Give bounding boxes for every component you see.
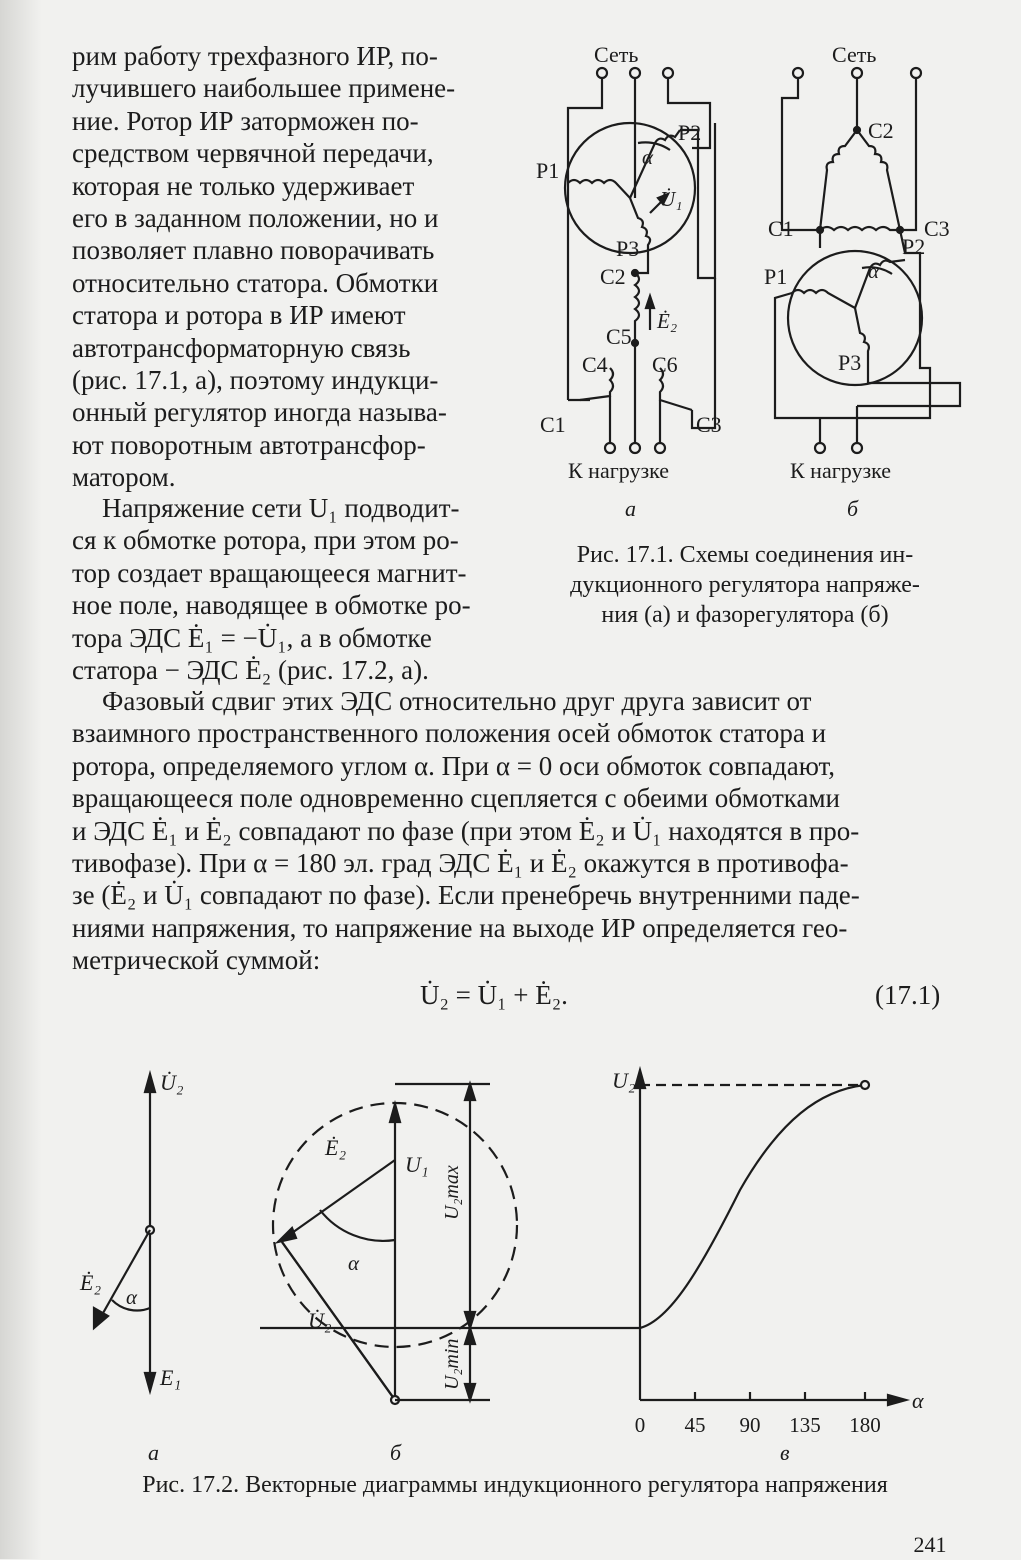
- paragraph-intro-line-9: автотрансформаторную связь: [72, 332, 411, 363]
- paragraph-intro-line-12: ют поворотным автотрансфор-: [72, 429, 426, 460]
- load-label-b: К нагрузке: [790, 458, 892, 483]
- net-label-b: Сеть: [832, 42, 877, 67]
- page-number: 241: [913, 1532, 947, 1557]
- label-p2-b: P2: [902, 234, 926, 259]
- label-alpha-a: α: [642, 145, 654, 169]
- tick-label-90: 90: [739, 1413, 761, 1437]
- paragraph-phase-shift-line-7: ниями напряжения, то напряжение на выходе ИР определяется гео-: [72, 912, 848, 943]
- paragraph-intro-line-7: относительно статора. Обмотки: [72, 267, 439, 298]
- paragraph-intro-line-11: онный регулятор иногда называ-: [72, 397, 447, 428]
- label-e2-a: Ė₂: [657, 309, 678, 333]
- paragraph-intro-line-2: ние. Ротор ИР заторможен по-: [72, 105, 419, 136]
- sub-label-172c: в: [780, 1440, 790, 1465]
- label-c2-a: C2: [600, 264, 626, 289]
- paragraph-intro-line-10: (рис. 17.1, а), поэтому индукци-: [72, 365, 439, 396]
- paragraph-intro-line-8: статора и ротора в ИР имеют: [72, 300, 406, 331]
- paragraph-phase-shift-line-4: и ЭДС Ė₁ и Ė₂ совпадают по фазе (при этом Ė₂ и U̇₁ находятся в про-: [72, 815, 860, 846]
- label-alpha-c: α: [912, 1388, 924, 1413]
- figure-17-2: [60, 1060, 960, 1480]
- label-p3-a: P3: [616, 236, 640, 261]
- figure-17-1: [520, 38, 990, 528]
- equation-number: (17.1): [875, 980, 941, 1010]
- paragraph-rotor-emf-line-0: Напряжение сети U₁ подводит-: [102, 493, 460, 523]
- paragraph-intro-line-6: позволяет плавно поворачивать: [72, 235, 435, 266]
- label-c5-a: C5: [606, 324, 632, 349]
- paragraph-intro-line-0: рим работу трехфазного ИР, по-: [72, 41, 438, 71]
- load-label-a: К нагрузке: [568, 458, 670, 483]
- label-alpha-b: α: [868, 259, 880, 283]
- paragraph-intro-line-13: матором.: [72, 462, 176, 493]
- paragraph-intro-line-1: лучившего наибольшее примене-: [72, 73, 456, 104]
- label-c4-a: C4: [582, 352, 608, 377]
- tick-label-135: 135: [789, 1413, 821, 1437]
- paragraph-rotor-emf-line-5: статора − ЭДС Ė₂ (рис. 17.2, а).: [72, 655, 429, 686]
- tick-label-0: 0: [634, 1413, 646, 1437]
- paragraph-intro-line-5: его в заданном положении, но и: [72, 203, 439, 234]
- label-c3-b: C3: [924, 216, 950, 241]
- paragraph-rotor-emf-line-4: тора ЭДС Ė₁ = −U̇₁, а в обмотке: [72, 622, 432, 653]
- label-p1-a: P1: [536, 158, 560, 183]
- label-u2-b: U̇₂: [308, 1308, 332, 1333]
- label-c6-a: C6: [652, 352, 678, 377]
- paragraph-rotor-emf-line-3: ное поле, наводящее в обмотке ро-: [72, 590, 471, 621]
- axis-ticks-c: [635, 1413, 881, 1437]
- sub-label-172a: а: [148, 1440, 159, 1465]
- label-u2min: U₂min: [441, 1338, 463, 1390]
- label-p3-b: P3: [838, 350, 862, 375]
- paragraph-phase-shift-line-5: тивофазе). При α = 180 эл. град ЭДС Ė₁ и Ė₂ окажутся в противофа-: [72, 848, 849, 879]
- paragraph-phase-shift-line-8: метрической суммой:: [72, 945, 321, 976]
- figure-17-1-caption-line-1: дукционного регулятора напряже-: [570, 572, 920, 598]
- label-u1-b: U₁: [405, 1152, 429, 1177]
- tick-label-180: 180: [849, 1413, 881, 1437]
- paragraph-intro-line-3: средством червячной передачи,: [72, 138, 434, 169]
- label-c1-b: C1: [768, 216, 794, 241]
- label-u2-a: U̇₂: [160, 1070, 184, 1095]
- label-c3-a: C3: [696, 412, 722, 437]
- sub-label-172b: б: [390, 1440, 402, 1465]
- paragraph-phase-shift: [72, 685, 972, 977]
- label-e1-a: E₁: [160, 1365, 182, 1390]
- label-u1-a: U̇₁: [660, 187, 683, 211]
- label-c2-b: C2: [868, 118, 894, 143]
- label-p2-a: P2: [678, 120, 702, 145]
- paragraph-rotor-emf: [72, 492, 502, 686]
- paragraph-phase-shift-line-2: ротора, определяемого углом α. При α = 0 оси обмоток совпадают,: [72, 750, 836, 781]
- paragraph-intro: [72, 40, 502, 494]
- figure-17-2-caption: Рис. 17.2. Векторные диаграммы индукционного регулятора напряжения: [142, 1472, 888, 1498]
- label-e2-b2: Ė₂: [325, 1135, 347, 1160]
- net-label-a: Сеть: [594, 42, 639, 67]
- tick-label-45: 45: [684, 1413, 706, 1437]
- label-p1-b: P1: [764, 264, 788, 289]
- sub-label-b: б: [847, 496, 859, 521]
- paragraph-rotor-emf-line-1: ся к обмотке ротора, при этом ро-: [72, 525, 459, 556]
- paragraph-rotor-emf-line-2: тор создает вращающееся магнит-: [72, 557, 467, 588]
- label-alpha-b2: α: [348, 1251, 360, 1275]
- label-e2-a2: Ė₂: [80, 1270, 102, 1295]
- paragraph-phase-shift-line-6: зе (Ė₂ и U̇₁ совпадают по фазе). Если пренебречь внутренними паде-: [72, 880, 860, 911]
- page-edge-shadow: [0, 0, 42, 1559]
- paragraph-intro-line-4: которая не только удерживает: [72, 170, 415, 201]
- label-u2max: U₂max: [441, 1165, 463, 1220]
- label-alpha-a2: α: [126, 1285, 138, 1309]
- label-u2-c: U₂: [612, 1068, 636, 1093]
- figure-17-1-caption-line-0: Рис. 17.1. Схемы соединения ин-: [576, 542, 914, 568]
- paragraph-phase-shift-line-0: Фазовый сдвиг этих ЭДС относительно друг друга зависит от: [102, 686, 812, 716]
- figure-17-1-caption-line-2: ния (а) и фазорегулятора (б): [601, 602, 889, 628]
- label-c1-a: C1: [540, 412, 566, 437]
- paragraph-phase-shift-line-3: вращающееся поле одновременно сцепляется с обеими обмотками: [72, 783, 841, 814]
- sub-label-a: а: [625, 496, 636, 521]
- equation: U̇₂ = U̇₁ + Ė₂.: [420, 980, 568, 1010]
- paragraph-phase-shift-line-1: взаимного пространственного положения осей обмоток статора и: [72, 718, 827, 749]
- figure-17-1-caption: [525, 540, 965, 630]
